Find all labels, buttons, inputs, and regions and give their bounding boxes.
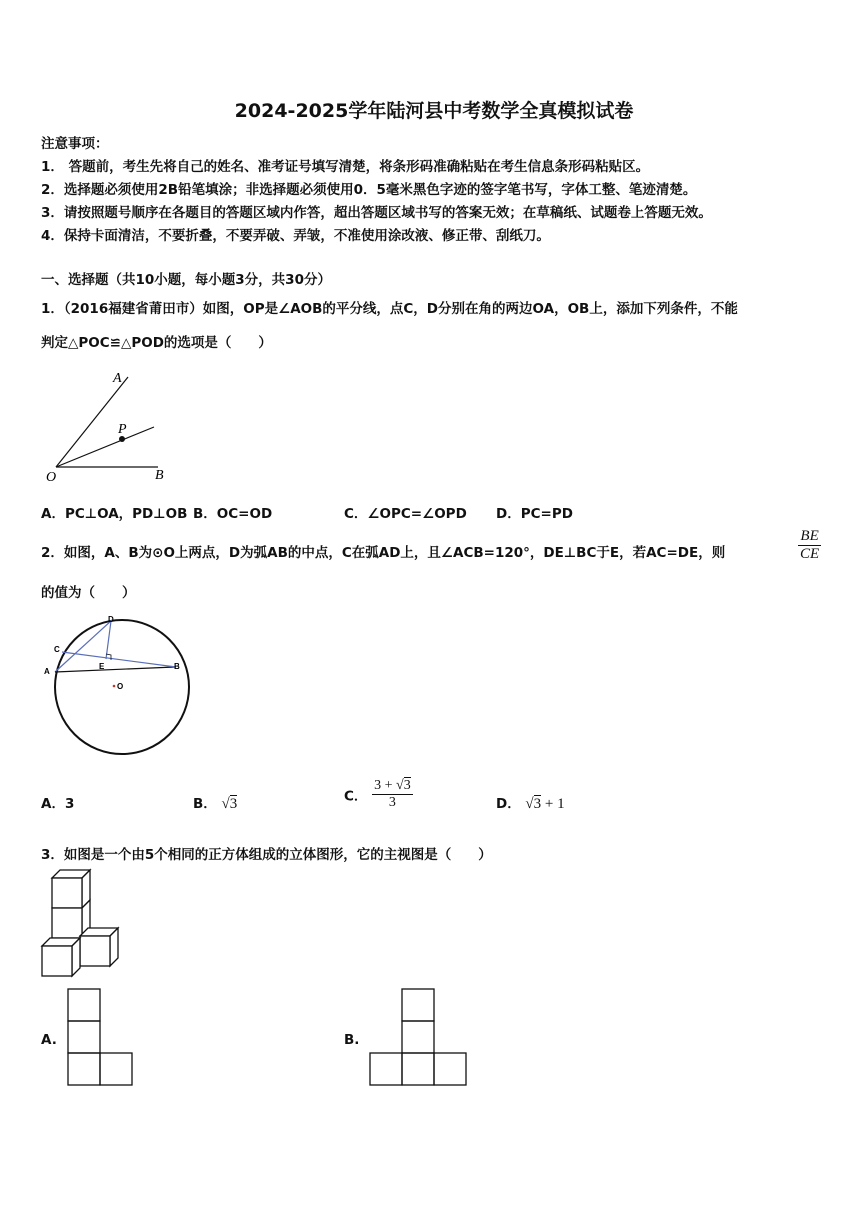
label-e: E <box>99 662 105 671</box>
square <box>100 1053 132 1085</box>
square <box>402 989 434 1021</box>
notice-item-1: 1． 答题前，考生先将自己的姓名、准考证号填写清楚，将条形码准确粘贴在考生信息条形码粘贴区。 <box>41 159 650 175</box>
segment-de <box>106 621 111 659</box>
cube-front-face <box>52 908 82 938</box>
option-label: C． <box>344 788 368 805</box>
q1-stem-line2: 判定△POC≌△POD的选项是（ ） <box>41 335 272 351</box>
notice-heading: 注意事项： <box>41 136 109 152</box>
q2-stem-line1: 2．如图，A、B为⊙O上两点，D为弧AB的中点，C在弧AD上，且∠ACB=120°，DE⊥BC于E，若AC=DE，则 <box>41 545 726 561</box>
center-o <box>113 685 116 688</box>
frac-den: 3 <box>388 795 396 810</box>
notice-item-4: 4．保持卡面清洁，不要折叠，不要弄破、弄皱，不准使用涂改液、修正带、刮纸刀。 <box>41 228 550 244</box>
q3-cube-figure <box>40 868 125 978</box>
q3-option-a-label[interactable]: A. <box>41 1032 57 1048</box>
cube-front-face <box>42 946 72 976</box>
q3-option-a-figure[interactable] <box>67 988 133 1086</box>
frac-numerator: BE <box>798 528 821 546</box>
frac-num-int: 3 + <box>374 778 397 793</box>
square <box>68 1021 100 1053</box>
option-label: A． <box>41 796 65 812</box>
page-title: 2024-2025学年陆河县中考数学全真模拟试卷 <box>234 100 634 122</box>
q1-option-d[interactable]: D．PC=PD <box>496 506 573 522</box>
radicand: 3 <box>533 796 542 812</box>
section-heading: 一、选择题（共10小题，每小题3分，共30分） <box>41 272 331 288</box>
q1-option-a[interactable]: A．PC⊥OA，PD⊥OB <box>41 506 188 522</box>
square <box>402 1053 434 1085</box>
option-label: B． <box>193 796 217 812</box>
q2-circle-figure <box>40 612 190 752</box>
label-a: A <box>44 667 50 676</box>
q2-fraction-be-ce <box>798 528 821 563</box>
sqrt-icon: √ <box>525 796 534 812</box>
frac-denominator: CE <box>800 546 820 562</box>
cube-front-face <box>80 936 110 966</box>
q1-stem-line1: 1．（2016福建省莆田市）如图，OP是∠AOB的平分线，点C，D分别在角的两边OA，OB上，添加下列条件，不能 <box>41 301 738 317</box>
label-d: D <box>108 615 114 624</box>
q3-option-b-figure[interactable] <box>369 988 467 1086</box>
ray-op <box>56 427 154 467</box>
label-a: A <box>113 371 122 386</box>
q2-option-b[interactable] <box>193 792 237 813</box>
square <box>68 989 100 1021</box>
option-value: 3 <box>64 796 75 812</box>
notice-item-3: 3．请按照题号顺序在各题目的答题区域内作答，超出答题区域书写的答案无效；在草稿纸、试题卷上答题无效。 <box>41 205 712 221</box>
cube-front-face <box>52 878 82 908</box>
chord-cb <box>62 652 176 667</box>
q3-option-b-label[interactable]: B. <box>344 1032 360 1048</box>
square <box>68 1053 100 1085</box>
option-tail: + 1 <box>541 796 565 812</box>
label-b: B <box>155 468 164 483</box>
sqrt-icon: √ <box>221 796 230 812</box>
q1-angle-figure <box>40 360 180 485</box>
square <box>402 1021 434 1053</box>
q2-stem-line2: 的值为（ ） <box>41 585 136 601</box>
option-label: D． <box>496 796 521 812</box>
q2-option-c[interactable] <box>344 778 413 811</box>
label-c: C <box>54 645 60 654</box>
label-b: B <box>174 662 180 671</box>
q3-stem: 3．如图是一个由5个相同的正方体组成的立体图形，它的主视图是（ ） <box>41 847 492 863</box>
chord-ab <box>55 667 175 672</box>
q2-option-d[interactable] <box>496 792 565 813</box>
label-o: O <box>46 470 57 485</box>
q1-option-b[interactable]: B．OC=OD <box>193 506 273 522</box>
q2-option-a[interactable] <box>41 792 74 812</box>
square <box>434 1053 466 1085</box>
label-p: P <box>118 422 127 437</box>
square <box>370 1053 402 1085</box>
radicand: 3 <box>229 796 238 812</box>
notice-item-2: 2．选择题必须使用2B铅笔填涂；非选择题必须使用0．5毫米黑色字迹的签字笔书写，字体工整、笔迹清楚。 <box>41 182 697 198</box>
q1-option-c[interactable]: C．∠OPC=∠OPD <box>344 506 467 522</box>
radicand: 3 <box>403 778 411 793</box>
sqrt-icon: √ <box>396 778 404 793</box>
label-o: O <box>117 682 124 691</box>
